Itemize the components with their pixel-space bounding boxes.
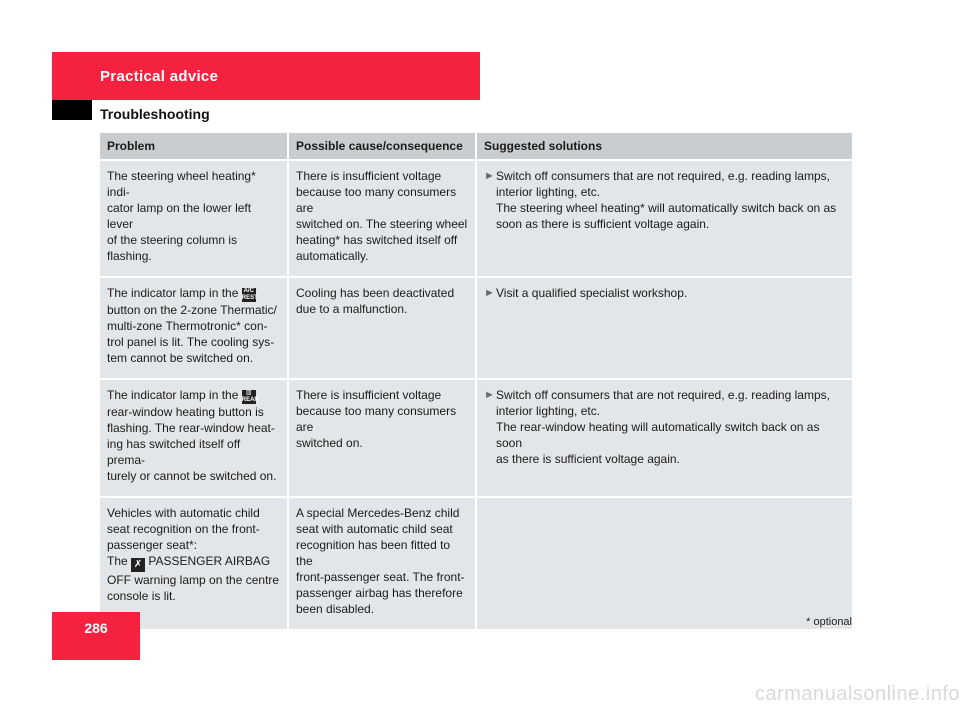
solution-line: as there is sufficient voltage again. [496,452,680,466]
table-row [100,379,852,497]
solution-cell [476,160,852,277]
cause-line: front-passenger seat. The front- [296,570,465,584]
cause-line: Cooling has been deactivated [296,286,455,300]
problem-line: flashing. The rear-window heat- [107,421,275,435]
problem-line [107,553,280,572]
bullet-arrow-icon: ► [484,389,495,401]
problem-line: passenger seat*: [107,538,198,552]
solution-line: Switch off consumers that are not required, e.g. reading lamps, [496,169,830,183]
cause-cell [288,160,476,277]
cause-line: due to a malfunction. [296,302,408,316]
watermark-text: carmanualsonline.info [754,683,960,705]
problem-line: of the steering column is flashing. [107,233,238,263]
cause-line: automatically. [296,249,369,263]
cause-line: seat with automatic child seat [296,522,453,536]
problem-cell [100,379,288,497]
section-header-bar [52,52,480,100]
cause-line: passenger airbag has therefore [296,586,463,600]
solution-line: soon as there is sufficient voltage again. [496,217,710,231]
bullet-arrow-icon: ► [484,170,495,182]
cause-line: heating* has switched itself off [296,233,458,247]
solution-line: Switch off consumers that are not required, e.g. reading lamps, [496,388,830,402]
solution-cell [476,277,852,379]
problem-text: The indicator lamp in the [107,286,239,300]
cause-line: switched on. The steering wheel [296,217,468,231]
solution-item [484,387,845,467]
problem-line: button on the 2-zone Thermatic/ [107,303,277,317]
cause-line: There is insufficient voltage [296,388,442,402]
solution-line: The rear-window heating will automatically switch back on as soon [496,420,820,450]
problem-line [107,387,280,404]
cause-line: because too many consumers are [296,185,457,215]
cause-cell [288,379,476,497]
column-header-solutions: Suggested solutions [476,133,852,160]
table-header-row [100,133,852,160]
problem-line: turely or cannot be switched on. [107,469,277,483]
problem-cell [100,497,288,629]
ac-off-icon: A/C REST [241,288,258,301]
solution-item [484,168,845,232]
problem-line: tem cannot be switched on. [107,351,254,365]
footnote-optional: * optional [806,616,852,628]
page-number: 286 [84,620,108,636]
column-header-problem: Problem [100,133,288,160]
table-row [100,160,852,277]
table-row [100,277,852,379]
problem-text: PASSENGER AIRBAG [148,554,271,568]
table-row [100,497,852,629]
cause-line: There is insufficient voltage [296,169,442,183]
page-number-badge [52,612,140,660]
problem-line: trol panel is lit. The cooling sys- [107,335,275,349]
solution-line: Visit a qualified specialist workshop. [496,286,688,300]
solution-line: interior lighting, etc. [496,185,601,199]
problem-line: OFF warning lamp on the centre [107,573,280,587]
subsection-title: Troubleshooting [100,106,210,122]
solution-line: The steering wheel heating* will automatically switch back on as [496,201,837,215]
column-header-cause: Possible cause/consequence [288,133,476,160]
problem-line: multi-zone Thermotronic* con- [107,319,268,333]
cause-line: because too many consumers are [296,404,457,434]
problem-cell [100,160,288,277]
solution-cell [476,379,852,497]
problem-cell [100,277,288,379]
solution-line: interior lighting, etc. [496,404,601,418]
cause-line: been disabled. [296,602,375,616]
troubleshooting-table [100,133,852,629]
bullet-arrow-icon: ► [484,287,495,299]
cause-cell [288,497,476,629]
cause-line: recognition has been fitted to the [296,538,451,568]
section-title: Practical advice [100,68,219,85]
problem-text: The indicator lamp in the [107,388,239,402]
solution-item [484,285,845,301]
problem-line: The steering wheel heating* indi- [107,169,256,199]
problem-line: Vehicles with automatic child [107,506,260,520]
airbag-off-icon: ✗ [131,558,145,572]
problem-line: ing has switched itself off prema- [107,437,241,467]
cause-line: A special Mercedes-Benz child [296,506,460,520]
problem-line: rear-window heating button is [107,405,264,419]
problem-line [107,285,280,302]
problem-line: console is lit. [107,589,176,603]
problem-line: seat recognition on the front- [107,522,260,536]
rear-window-heating-icon: ▥ REAR [241,390,259,403]
cause-cell [288,277,476,379]
solution-cell-empty [476,497,852,629]
problem-text: The [107,554,128,568]
subsection-marker [52,100,92,120]
cause-line: switched on. [296,436,363,450]
problem-line: cator lamp on the lower left lever [107,201,252,231]
